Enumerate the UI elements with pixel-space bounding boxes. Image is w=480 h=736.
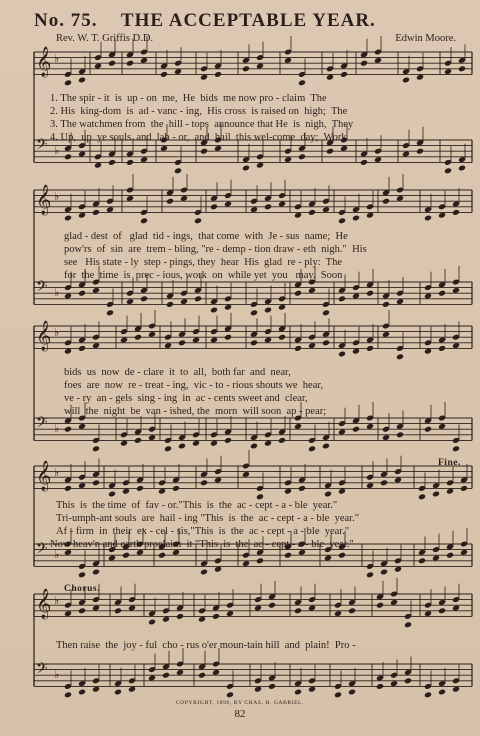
note-head	[438, 345, 446, 352]
note-head	[268, 602, 276, 609]
note-head	[210, 203, 218, 210]
note-head	[338, 217, 346, 224]
credits-line	[56, 33, 456, 44]
verse-line: 2. His king-dom is ad - vanc - ing, His cross is raised on high; The	[50, 106, 348, 117]
note-head	[78, 571, 86, 578]
verse-line: for the time is prec - ious, work on while yet you may. Soon	[64, 270, 343, 281]
flat-sign-icon: ♭	[54, 668, 60, 681]
verse-line: This is the time of fav - or."This is the ac - cept - a - ble year."	[56, 500, 338, 511]
note-head	[114, 689, 122, 696]
note-head	[108, 60, 116, 67]
verse-line: see His state - ly step - pings, they hear His glad re - ply: The	[64, 257, 342, 268]
verse-line: 1. The spir - it is up - on me, He bids me now pro - claim The	[50, 93, 327, 104]
note-head	[64, 485, 72, 492]
note-head	[166, 301, 174, 308]
verse-line: will the night be van - ished, the morn will soon ap - pear;	[64, 406, 327, 417]
note-head	[404, 621, 412, 628]
treble-clef-icon: 𝄞	[36, 321, 52, 351]
note-head	[294, 345, 302, 352]
note-head	[224, 334, 232, 341]
note-head	[78, 77, 86, 84]
note-head	[424, 426, 432, 433]
note-head	[108, 159, 116, 166]
bass-clef-icon: 𝄢	[36, 540, 48, 561]
fine-marking: Fine.	[438, 458, 461, 468]
note-head	[416, 148, 424, 155]
note-head	[294, 689, 302, 696]
flat-sign-icon: ♭	[54, 144, 60, 157]
note-head	[92, 209, 100, 216]
note-head	[438, 607, 446, 614]
verse-line: glad - dest of glad tid - ings, that come with Je - sus name; He	[64, 231, 348, 242]
flat-sign-icon: ♭	[54, 466, 60, 479]
note-head	[194, 295, 202, 302]
note-head	[366, 290, 374, 297]
note-head	[178, 339, 186, 346]
note-head	[64, 153, 72, 160]
verse-line: Tri-umph-ant souls are hail - ing "This is the ac - cept - a - ble year."	[56, 513, 359, 524]
note-head	[432, 491, 440, 498]
treble-clef-icon: 𝄞	[36, 589, 52, 619]
verse-line: bids us now de - clare it to all, both far and near,	[64, 367, 291, 378]
note-head	[402, 77, 410, 84]
note-head	[438, 689, 446, 696]
note-head	[308, 445, 316, 452]
treble-clef-icon: 𝄞	[36, 185, 52, 215]
note-head	[322, 309, 330, 316]
note-head	[444, 167, 452, 174]
note-head	[174, 167, 182, 174]
author-credit: Rev. W. T. Griffis D.D.	[56, 33, 154, 44]
note-head	[140, 217, 148, 224]
note-head	[458, 165, 466, 172]
note-head	[458, 65, 466, 72]
note-head	[214, 71, 222, 78]
note-head	[340, 71, 348, 78]
note-head	[424, 691, 432, 698]
chorus-label: Chorus.	[64, 584, 100, 594]
flat-sign-icon: ♭	[54, 326, 60, 339]
note-head	[78, 689, 86, 696]
note-head	[352, 426, 360, 433]
bass-clef-icon: 𝄢	[36, 136, 48, 157]
note-head	[140, 295, 148, 302]
note-head	[396, 431, 404, 438]
note-head	[452, 209, 460, 216]
note-head	[366, 345, 374, 352]
verse-line: ve - ry an - gels sing - ing in ac - cents sweet and clear,	[64, 393, 308, 404]
note-head	[126, 159, 134, 166]
note-head	[106, 309, 114, 316]
note-head	[250, 443, 258, 450]
note-head	[268, 683, 276, 690]
flat-sign-icon: ♭	[54, 286, 60, 299]
note-head	[114, 607, 122, 614]
flat-sign-icon: ♭	[54, 190, 60, 203]
note-head	[338, 552, 346, 559]
note-head	[452, 445, 460, 452]
verse-line: Now heav'n and earth proclaim it "This is the ac - cept - a - ble year."	[50, 539, 354, 550]
note-head	[78, 345, 86, 352]
note-head	[200, 479, 208, 486]
treble-clef-icon: 𝄞	[36, 47, 52, 77]
flat-sign-icon: ♭	[54, 422, 60, 435]
note-head	[380, 479, 388, 486]
note-head	[322, 443, 330, 450]
note-head	[298, 153, 306, 160]
note-head	[460, 485, 468, 492]
note-head	[360, 60, 368, 67]
note-head	[334, 691, 342, 698]
note-head	[360, 159, 368, 166]
note-head	[264, 307, 272, 314]
note-head	[396, 353, 404, 360]
note-head	[178, 443, 186, 450]
note-head	[338, 295, 346, 302]
page-number: 82	[234, 708, 246, 720]
note-head	[160, 71, 168, 78]
note-head	[92, 569, 100, 576]
note-head	[122, 552, 130, 559]
note-head	[92, 479, 100, 486]
note-head	[308, 209, 316, 216]
note-head	[326, 148, 334, 155]
note-head	[210, 307, 218, 314]
verse-line: pow'rs of sin are trem - bling, "re - demp - tion draw - eth nigh." His	[64, 244, 367, 255]
note-head	[382, 301, 390, 308]
verse-line: 4. Up, up ye souls and lab - or, and hail this wel-come day; Work	[50, 132, 347, 143]
note-head	[264, 203, 272, 210]
note-head	[64, 691, 72, 698]
note-head	[224, 437, 232, 444]
note-head	[242, 165, 250, 172]
verse-line: Af - firm in their ex - cel - sis,"This is the ac - cept - a - ble year."	[56, 526, 350, 537]
note-head	[242, 65, 250, 72]
hymn-number: No. 75.	[34, 10, 98, 31]
note-head	[438, 290, 446, 297]
note-head	[256, 557, 264, 564]
chorus-line: Then raise the joy - ful cho - rus o'er moun-tain hill and plain! Pro -	[56, 640, 356, 651]
note-head	[162, 672, 170, 679]
note-head	[380, 569, 388, 576]
flat-sign-icon: ♭	[54, 594, 60, 607]
bass-clef-icon: 𝄢	[36, 660, 48, 681]
note-head	[198, 672, 206, 679]
note-head	[382, 198, 390, 205]
note-head	[446, 552, 454, 559]
note-head	[148, 619, 156, 626]
note-head	[92, 445, 100, 452]
note-head	[166, 198, 174, 205]
note-head	[78, 607, 86, 614]
note-head	[418, 557, 426, 564]
bass-clef-icon: 𝄢	[36, 278, 48, 299]
note-head	[298, 79, 306, 86]
verse-line: 3. The watchmen from the hill - tops announce that He is nigh, They	[50, 119, 354, 130]
note-head	[348, 689, 356, 696]
note-head	[64, 426, 72, 433]
note-head	[322, 339, 330, 346]
note-head	[212, 613, 220, 620]
note-head	[376, 683, 384, 690]
note-head	[376, 602, 384, 609]
note-head	[136, 485, 144, 492]
note-head	[134, 334, 142, 341]
note-head	[126, 60, 134, 67]
note-head	[108, 491, 116, 498]
note-head	[294, 607, 302, 614]
note-head	[294, 290, 302, 297]
note-head	[172, 485, 180, 492]
hymn-heading	[34, 10, 454, 32]
note-head	[176, 613, 184, 620]
note-head	[226, 691, 234, 698]
note-head	[366, 571, 374, 578]
note-head	[200, 569, 208, 576]
note-head	[424, 215, 432, 222]
note-head	[158, 552, 166, 559]
note-head	[278, 334, 286, 341]
note-head	[404, 677, 412, 684]
note-head	[324, 491, 332, 498]
flat-sign-icon: ♭	[54, 52, 60, 65]
composer-credit: Edwin Moore.	[395, 33, 456, 44]
note-head	[418, 493, 426, 500]
verse-line: foes are now re - treat - ing, vic - to - rious shouts we hear,	[64, 380, 324, 391]
note-head	[164, 445, 172, 452]
flat-sign-icon: ♭	[54, 548, 60, 561]
note-head	[78, 290, 86, 297]
note-head	[338, 351, 346, 358]
note-head	[348, 607, 356, 614]
note-head	[194, 217, 202, 224]
note-head	[278, 437, 286, 444]
hymn-title: THE ACCEPTABLE YEAR.	[120, 10, 376, 31]
note-head	[200, 148, 208, 155]
note-head	[284, 552, 292, 559]
note-head	[250, 339, 258, 346]
note-head	[250, 309, 258, 316]
note-head	[64, 215, 72, 222]
treble-clef-icon: 𝄞	[36, 461, 52, 491]
note-head	[64, 79, 72, 86]
note-head	[352, 215, 360, 222]
note-head	[134, 437, 142, 444]
copyright-notice: COPYRIGHT, 1890, BY CHAS. H. GABRIEL.	[176, 700, 304, 706]
bass-clef-icon: 𝄢	[36, 414, 48, 435]
note-head	[298, 485, 306, 492]
